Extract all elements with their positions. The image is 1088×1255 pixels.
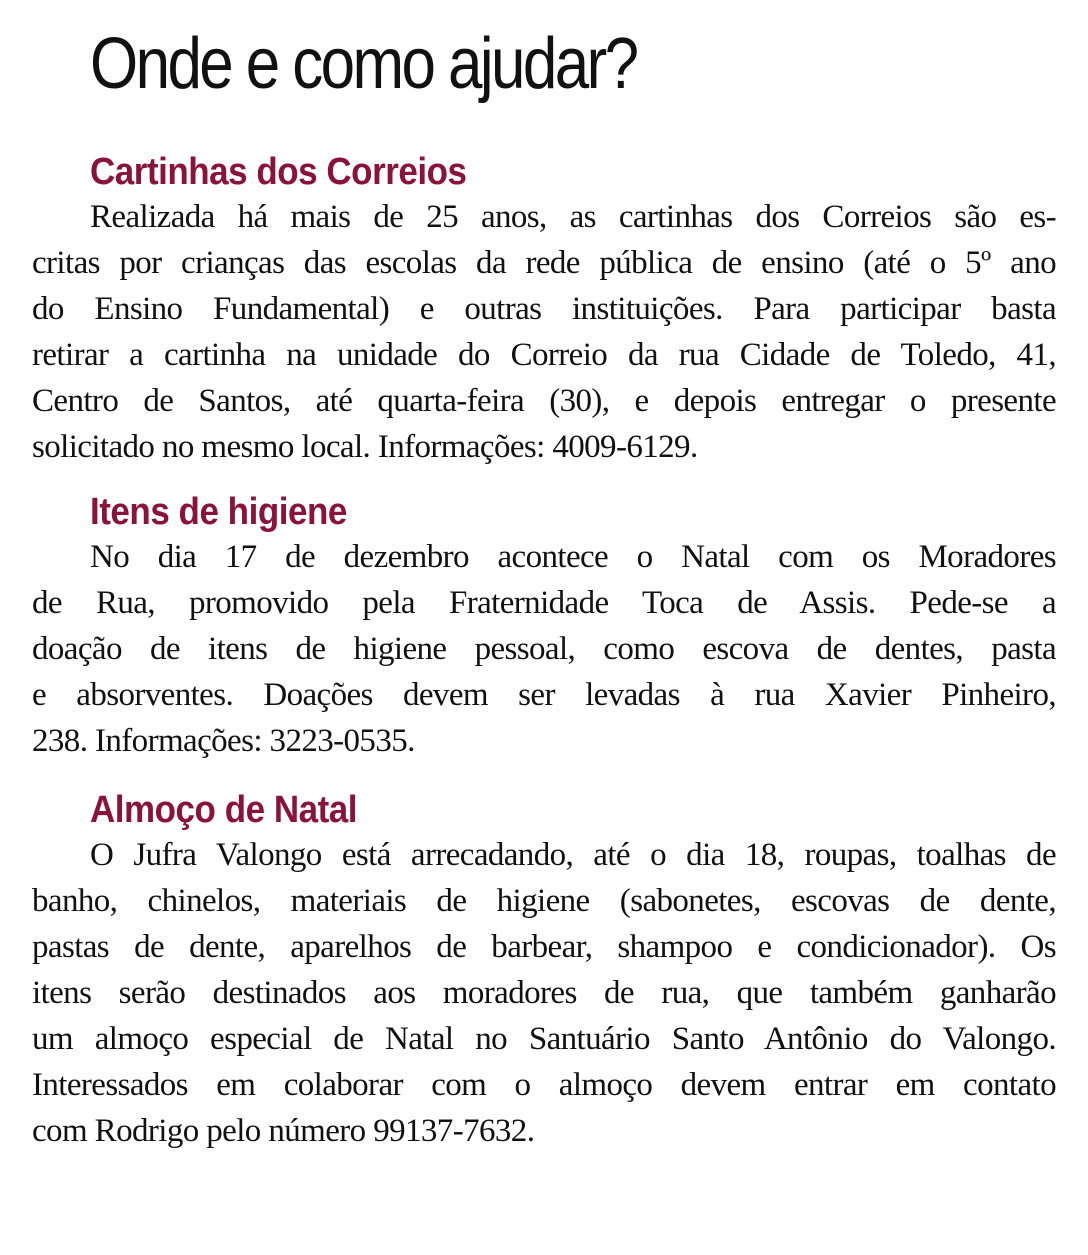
section-heading: Itens de higiene bbox=[90, 491, 347, 533]
body-line: doação de itens de higiene pessoal, como escova de dentes, pasta bbox=[32, 631, 1056, 667]
body-line: retirar a cartinha na unidade do Correio da rua Cidade de Toledo, 41, bbox=[32, 337, 1056, 373]
section-cartinhas-dos-correios bbox=[32, 150, 1056, 470]
body-line: 238. Informações: 3223-0535. bbox=[32, 723, 415, 759]
body-line: banho, chinelos, materiais de higiene (sabonetes, escovas de dente, bbox=[32, 883, 1056, 919]
body-line: do Ensino Fundamental) e outras instituições. Para participar basta bbox=[32, 291, 1056, 327]
body-line: O Jufra Valongo está arrecadando, até o dia 18, roupas, toalhas de bbox=[90, 837, 1056, 873]
body-line: Realizada há mais de 25 anos, as cartinhas dos Correios são es- bbox=[90, 199, 1056, 235]
section-heading: Cartinhas dos Correios bbox=[90, 151, 467, 193]
section-itens-de-higiene bbox=[32, 490, 1056, 764]
body-line: No dia 17 de dezembro acontece o Natal com os Moradores bbox=[90, 539, 1056, 575]
section-body bbox=[32, 832, 1056, 1154]
section-body bbox=[32, 194, 1056, 470]
body-line: solicitado no mesmo local. Informações: 4009-6129. bbox=[32, 429, 698, 465]
section-almoco-de-natal bbox=[32, 788, 1056, 1154]
body-line: Centro de Santos, até quarta-feira (30), e depois entregar o presente bbox=[32, 383, 1056, 419]
body-line: de Rua, promovido pela Fraternidade Toca de Assis. Pede-se a bbox=[32, 585, 1056, 621]
body-line: com Rodrigo pelo número 99137-7632. bbox=[32, 1113, 535, 1149]
body-line: e absorventes. Doações devem ser levadas à rua Xavier Pinheiro, bbox=[32, 677, 1056, 713]
page-title: Onde e como ajudar? bbox=[90, 24, 637, 104]
section-body bbox=[32, 534, 1056, 764]
section-heading: Almoço de Natal bbox=[90, 789, 358, 831]
body-line: Interessados em colaborar com o almoço devem entrar em contato bbox=[32, 1067, 1056, 1103]
body-line: itens serão destinados aos moradores de rua, que também ganharão bbox=[32, 975, 1056, 1011]
body-line: pastas de dente, aparelhos de barbear, shampoo e condicionador). Os bbox=[32, 929, 1056, 965]
body-line: critas por crianças das escolas da rede pública de ensino (até o 5º ano bbox=[32, 245, 1056, 281]
body-line: um almoço especial de Natal no Santuário Santo Antônio do Valongo. bbox=[32, 1021, 1056, 1057]
